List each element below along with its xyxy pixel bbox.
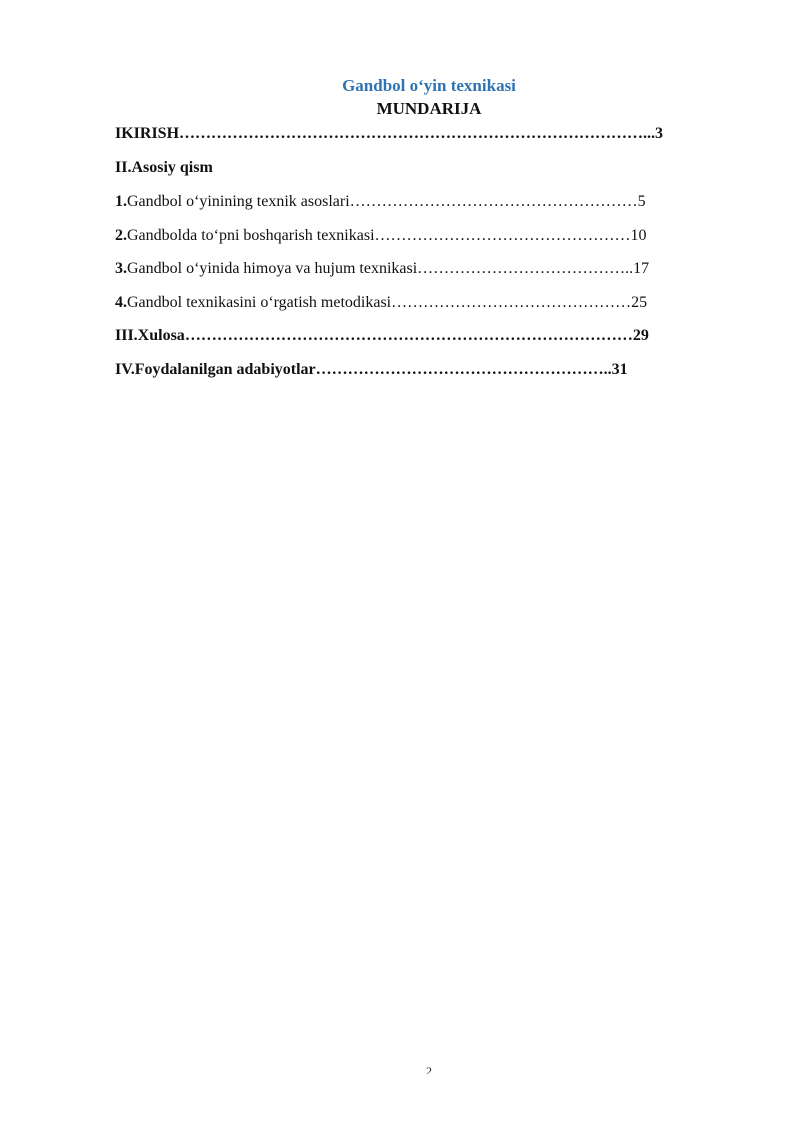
toc-entry-number: 3. (115, 260, 127, 277)
toc-entry-leader: ………………………………………………………………………… (184, 327, 633, 344)
toc-entry-number: 4. (115, 294, 127, 311)
toc-entry-number: 2. (115, 227, 127, 244)
toc-entry-section-1[interactable] (115, 192, 745, 212)
toc-entry-page: 25 (631, 294, 648, 311)
toc-entry-text: IKIRISH (115, 125, 180, 142)
toc-entry-leader: ……………………………………………….. (315, 361, 612, 378)
document-title: Gandbol o‘yin texnikasi (342, 76, 516, 95)
toc-heading: MUNDARIJA (376, 99, 482, 118)
toc-entry-number: 1. (115, 193, 127, 210)
toc-entry-introduction[interactable] (115, 124, 745, 144)
toc-entry-text: II.Asosiy qism (115, 159, 213, 176)
toc-entry-page: 17 (633, 260, 650, 277)
page-number: 2 (426, 1064, 432, 1074)
toc-entry-text: Gandbol o‘yinining texnik asoslari (127, 193, 350, 210)
toc-entry-leader: ……………………………………………… (349, 193, 638, 210)
toc-entry-page: 10 (630, 227, 647, 244)
toc-entry-text: Gandbol o‘yinida himoya va hujum texnikasi (127, 260, 418, 277)
toc-entry-text: Gandbolda to‘pni boshqarish texnikasi (127, 227, 375, 244)
toc-entry-leader: ……………………………………………………………………………... (179, 125, 656, 142)
toc-entry-page: 31 (611, 361, 628, 378)
toc-entry-page: 5 (637, 193, 646, 210)
toc-entry-text: Gandbol texnikasini o‘rgatish metodikasi (127, 294, 392, 311)
toc-entry-references[interactable] (115, 360, 745, 380)
toc-entry-text: IV.Foydalanilgan adabiyotlar (115, 361, 316, 378)
toc-entry-main-part[interactable] (115, 158, 745, 178)
toc-entry-section-4[interactable] (115, 293, 745, 313)
toc-entry-page: 29 (632, 327, 649, 344)
toc-entry-leader: ……………………………………… (391, 294, 632, 311)
toc-entry-section-2[interactable] (115, 226, 745, 246)
toc-entry-conclusion[interactable] (115, 326, 745, 346)
toc-entry-text: III.Xulosa (115, 327, 185, 344)
toc-entry-page: 3 (655, 125, 664, 142)
toc-entry-section-3[interactable] (115, 259, 745, 279)
toc-entry-leader: ………………………………………… (374, 227, 631, 244)
toc-entry-leader: ………………………………….. (417, 260, 634, 277)
